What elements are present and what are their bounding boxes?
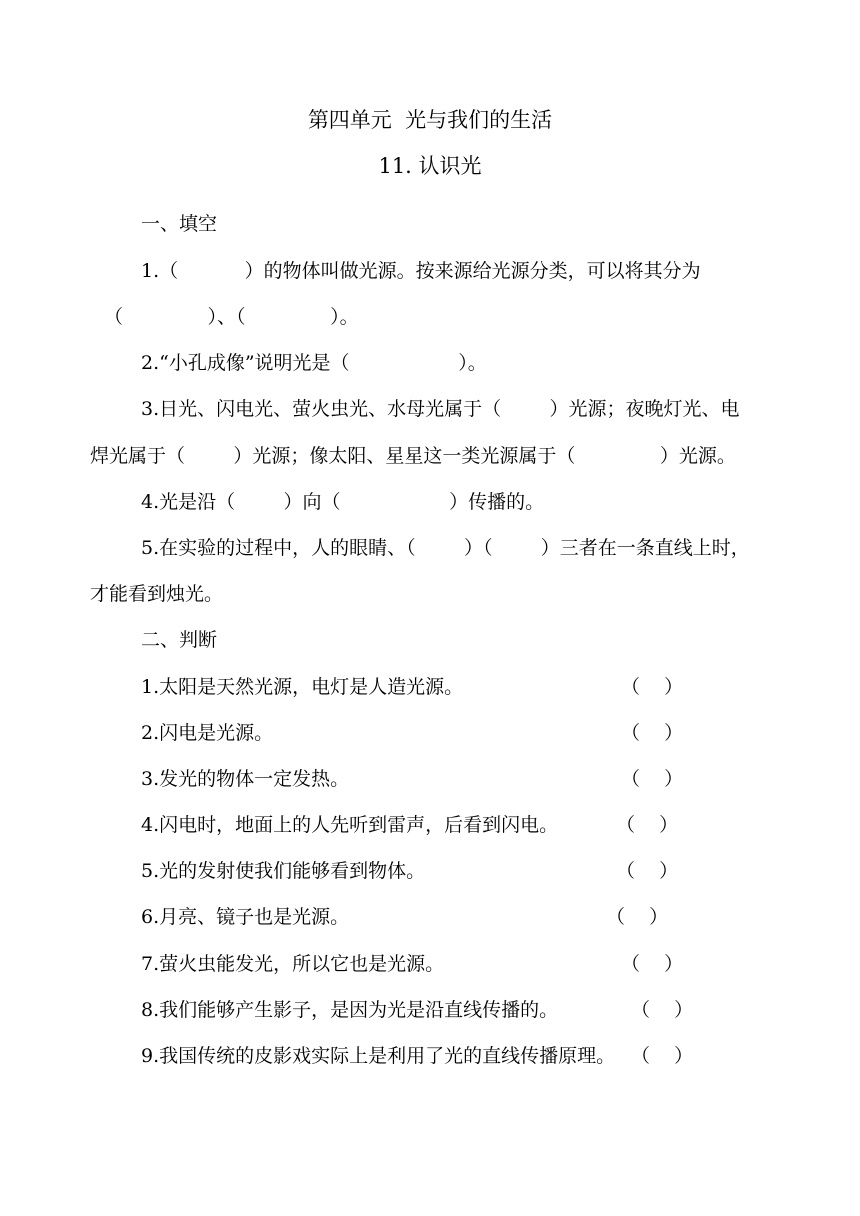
answer-paren-4: （ ）	[616, 814, 679, 836]
question-3-line-1: 3.日光、闪电光、萤火虫光、水母光属于（ ）光源；夜晚灯光、电	[141, 398, 740, 420]
answer-paren-9: （ ）	[631, 1045, 694, 1067]
question-5-line-1: 5.在实验的过程中，人的眼睛、（ ）（ ）三者在一条直线上时，	[141, 537, 750, 559]
section-heading-judge: 二、判断	[141, 629, 218, 651]
judge-item-3: 3.发光的物体一定发热。	[141, 768, 350, 790]
answer-paren-1: （ ）	[621, 676, 684, 698]
question-2: 2.“小孔成像”说明光是（ ）。	[141, 352, 487, 374]
answer-paren-3: （ ）	[621, 768, 684, 790]
unit-title: 第四单元 光与我们的生活	[307, 108, 553, 132]
question-3-line-2: 焊光属于（ ）光源；像太阳、星星这一类光源属于（ ）光源。	[90, 445, 736, 467]
judge-item-5: 5.光的发射使我们能够看到物体。	[141, 860, 426, 882]
answer-paren-7: （ ）	[621, 953, 684, 975]
judge-item-9: 9.我国传统的皮影戏实际上是利用了光的直线传播原理。	[141, 1045, 616, 1067]
judge-item-4: 4.闪电时，地面上的人先听到雷声，后看到闪电。	[141, 814, 559, 836]
answer-paren-6: （ ）	[606, 906, 669, 928]
question-5-line-2: 才能看到烛光。	[90, 583, 224, 605]
answer-paren-5: （ ）	[616, 860, 679, 882]
question-1-line-2: （ ）、（ ）。	[104, 306, 359, 328]
question-4: 4.光是沿（ ）向（ ）传播的。	[141, 491, 545, 513]
section-heading-fill-blank: 一、填空	[141, 213, 218, 235]
judge-item-2: 2.闪电是光源。	[141, 722, 274, 744]
answer-paren-2: （ ）	[621, 722, 684, 744]
judge-item-1: 1.太阳是天然光源，电灯是人造光源。	[141, 676, 464, 698]
answer-paren-8: （ ）	[631, 999, 694, 1021]
lesson-title: 11. 认识光	[378, 154, 482, 178]
judge-item-8: 8.我们能够产生影子，是因为光是沿直线传播的。	[141, 999, 559, 1021]
judge-item-7: 7.萤火虫能发光，所以它也是光源。	[141, 953, 445, 975]
judge-item-6: 6.月亮、镜子也是光源。	[141, 906, 350, 928]
question-1-line-1: 1.（ ）的物体叫做光源。按来源给光源分类，可以将其分为	[141, 260, 701, 282]
